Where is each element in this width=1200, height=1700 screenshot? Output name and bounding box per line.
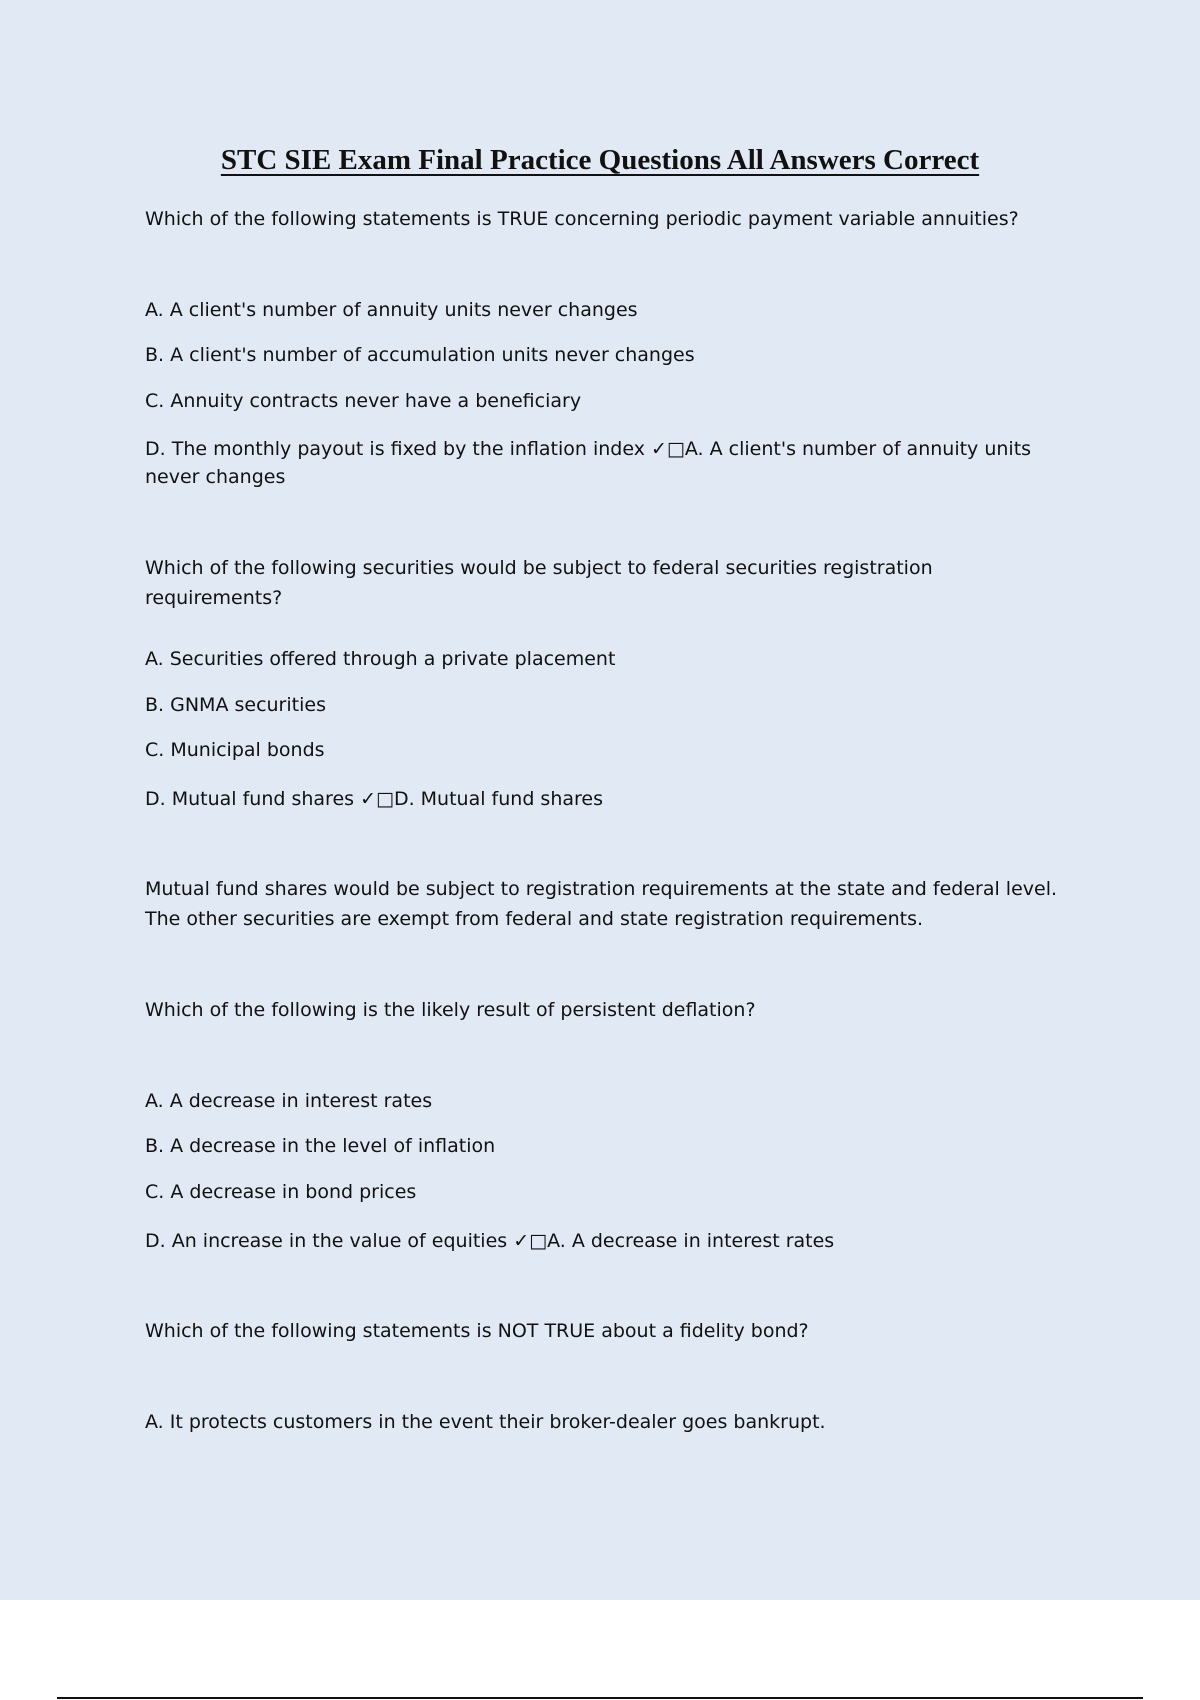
- question-3-option-b: B. A decrease in the level of inflation: [145, 1135, 496, 1157]
- question-2-option-b: B. GNMA securities: [145, 694, 326, 716]
- document-title: STC SIE Exam Final Practice Questions All Answers Correct: [220, 144, 980, 176]
- question-1: Which of the following statements is TRUE concerning periodic payment variable annuities?: [145, 208, 1019, 230]
- question-2-option-d-answer: D. Mutual fund shares ✓□D. Mutual fund shares: [145, 788, 603, 810]
- footer-rule: [57, 1697, 1143, 1699]
- question-3-option-a: A. A decrease in interest rates: [145, 1090, 433, 1112]
- question-4: Which of the following statements is NOT TRUE about a fidelity bond?: [145, 1320, 809, 1342]
- question-2-option-a: A. Securities offered through a private placement: [145, 648, 616, 670]
- question-4-option-a: A. It protects customers in the event their broker-dealer goes bankrupt.: [145, 1411, 826, 1433]
- question-2: Which of the following securities would be subject to federal securities registration requirements?: [145, 557, 933, 609]
- question-1-option-a: A. A client's number of annuity units never changes: [145, 299, 638, 321]
- question-1-option-b: B. A client's number of accumulation units never changes: [145, 344, 695, 366]
- question-1-option-d-answer: D. The monthly payout is fixed by the inflation index ✓□A. A client's number of annuity units never changes: [145, 438, 1032, 488]
- question-3-option-d-answer: D. An increase in the value of equities ✓□A. A decrease in interest rates: [145, 1230, 835, 1252]
- question-2-explanation: Mutual fund shares would be subject to registration requirements at the state and federal level. The other securities are exempt from federal and state registration requirements.: [145, 878, 1058, 930]
- question-3-option-c: C. A decrease in bond prices: [145, 1181, 417, 1203]
- question-2-option-c: C. Municipal bonds: [145, 739, 325, 761]
- question-1-option-c: C. Annuity contracts never have a beneficiary: [145, 390, 582, 412]
- question-3: Which of the following is the likely result of persistent deflation?: [145, 999, 756, 1021]
